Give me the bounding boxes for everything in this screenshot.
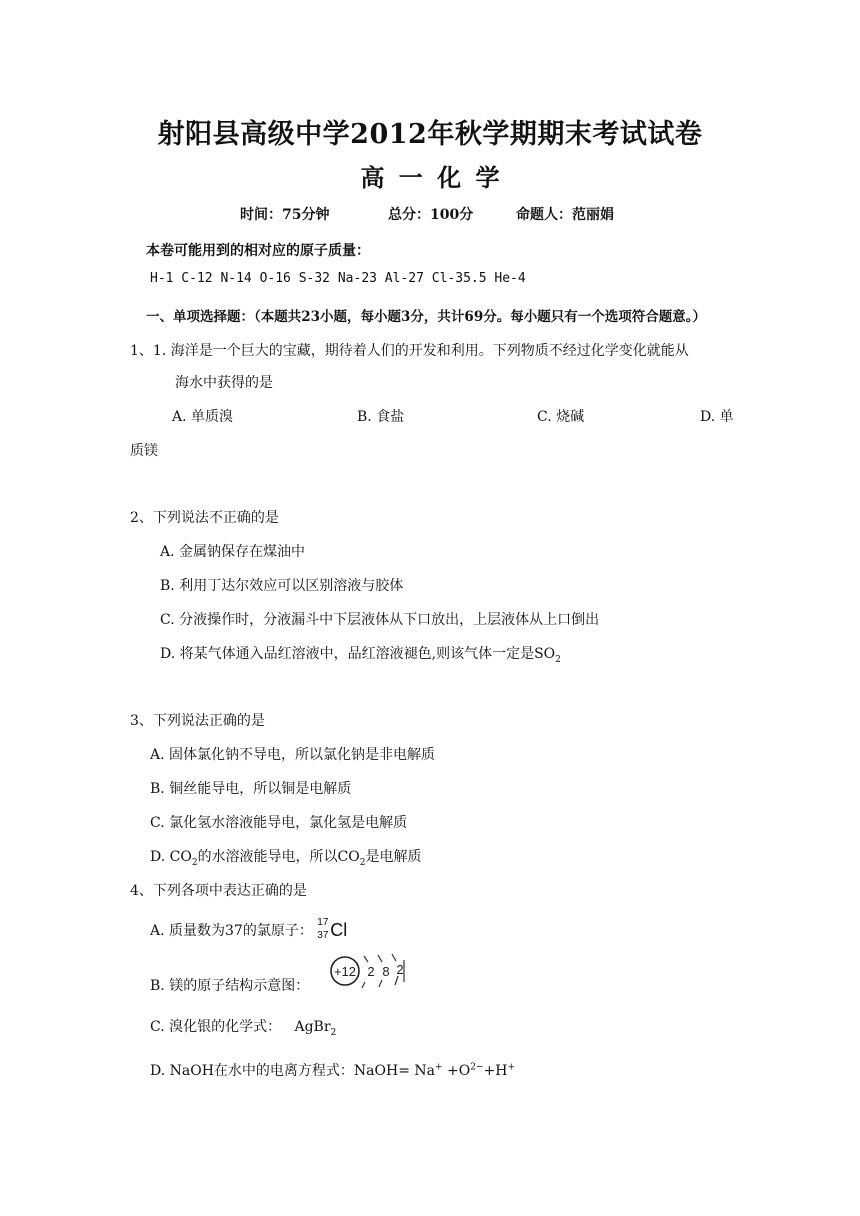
q3-option-d	[150, 846, 422, 868]
q1-option-d: D. 单	[700, 409, 734, 425]
shell-arc-3-top	[392, 954, 396, 961]
q3-option-b: B. 铜丝能导电，所以铜是电解质	[150, 781, 352, 797]
exam-subtitle: 高 一 化 学	[360, 163, 500, 192]
exam-total-score: 总分：100分	[388, 207, 474, 223]
q3-option-d-part2: 的水溶液能导电，所以CO	[197, 849, 360, 865]
exam-author: 命题人：范丽娟	[516, 207, 614, 223]
shell-arc-2-top	[378, 955, 382, 962]
q4-option-d-sup3: +	[507, 1062, 515, 1073]
q4-option-d-mid2: +H	[483, 1063, 508, 1079]
q1-option-b: B. 食盐	[357, 409, 405, 425]
shell-arc-1-top	[364, 956, 368, 962]
magnesium-atom-structure-diagram	[326, 952, 412, 998]
q3-option-d-part3: 是电解质	[365, 849, 422, 865]
q4-option-d-sup2: 2−	[470, 1062, 484, 1073]
q2-option-b: B. 利用丁达尔效应可以区别溶液与胶体	[160, 578, 404, 594]
q1-option-d-wrap: 质镁	[130, 443, 158, 459]
nucleus-charge: +12	[333, 964, 357, 979]
chlorine-isotope-notation	[317, 917, 351, 942]
q2-option-a: A. 金属钠保存在煤油中	[160, 544, 306, 560]
atomic-mass-values: H-1 C-12 N-14 O-16 S-32 Na-23 Al-27 Cl-35.5 He-4	[150, 271, 526, 286]
q4-option-d	[150, 1060, 515, 1080]
shell-2-count: 8	[382, 964, 390, 979]
q4-option-c-text: C. 溴化银的化学式：	[150, 1019, 282, 1035]
q4-option-c-formula: AgBr	[294, 1019, 331, 1035]
q3-option-c: C. 氯化氢水溶液能导电，氯化氢是电解质	[150, 815, 408, 831]
isotope-subscript: 37	[317, 930, 329, 941]
q2-option-d	[160, 643, 561, 665]
q4-stem: 4、下列各项中表达正确的是	[130, 883, 307, 899]
q4-option-b: B. 镁的原子结构示意图：	[150, 978, 310, 994]
exam-title: 射阳县高级中学2012年秋学期期末考试试卷	[157, 119, 703, 150]
q1-option-c: C. 烧碱	[537, 409, 585, 425]
q2-option-c: C. 分液操作时，分液漏斗中下层液体从下口放出，上层液体从上口倒出	[160, 612, 600, 628]
q4-option-d-sup1: +	[434, 1062, 443, 1073]
q3-option-a: A. 固体氯化钠不导电，所以氯化钠是非电解质	[150, 747, 436, 763]
q2-option-d-text: D. 将某气体通入品红溶液中，品红溶液褪色,则该气体一定是SO	[160, 646, 556, 662]
isotope-symbol: Cl	[330, 920, 348, 940]
q4-option-d-mid: +O	[442, 1063, 471, 1079]
shell-3-count: 2	[396, 962, 404, 977]
q4-option-d-text: D. NaOH在水中的电离方程式：NaOH= Na	[150, 1063, 435, 1079]
shell-arc-2-bottom	[379, 980, 382, 987]
shell-arc-1-bottom	[362, 982, 365, 988]
q1-stem-line1: 1、1. 海洋是一个巨大的宝藏，期待着人们的开发和利用。下列物质不经过化学变化就能从	[130, 343, 689, 359]
exam-time: 时间：75分钟	[240, 207, 330, 223]
isotope-superscript: 17	[317, 917, 329, 928]
q3-stem: 3、下列说法正确的是	[130, 713, 265, 729]
q1-stem-line2: 海水中获得的是	[175, 375, 273, 391]
q1-option-a: A. 单质溴	[172, 409, 234, 425]
section1-heading: 一、单项选择题：（本题共23小题，每小题3分，共计69分。每小题只有一个选项符合题意。）	[146, 309, 706, 325]
shell-1-count: 2	[367, 964, 375, 979]
q3-option-d-sub1: 2	[191, 857, 198, 868]
q2-stem: 2、下列说法不正确的是	[130, 510, 279, 526]
q3-option-d-part1: D. CO	[150, 849, 192, 865]
shell-arc-3-bottom	[395, 976, 398, 985]
atomic-mass-label: 本卷可能用到的相对应的原子质量：	[146, 243, 370, 259]
q4-option-c-subscript: 2	[330, 1027, 337, 1038]
q4-option-c	[150, 1016, 336, 1038]
q3-option-d-sub2: 2	[359, 857, 366, 868]
q4-option-a	[150, 917, 351, 942]
q2-option-d-subscript: 2	[555, 654, 561, 665]
q4-option-a-text: A. 质量数为37的氯原子：	[150, 923, 313, 939]
